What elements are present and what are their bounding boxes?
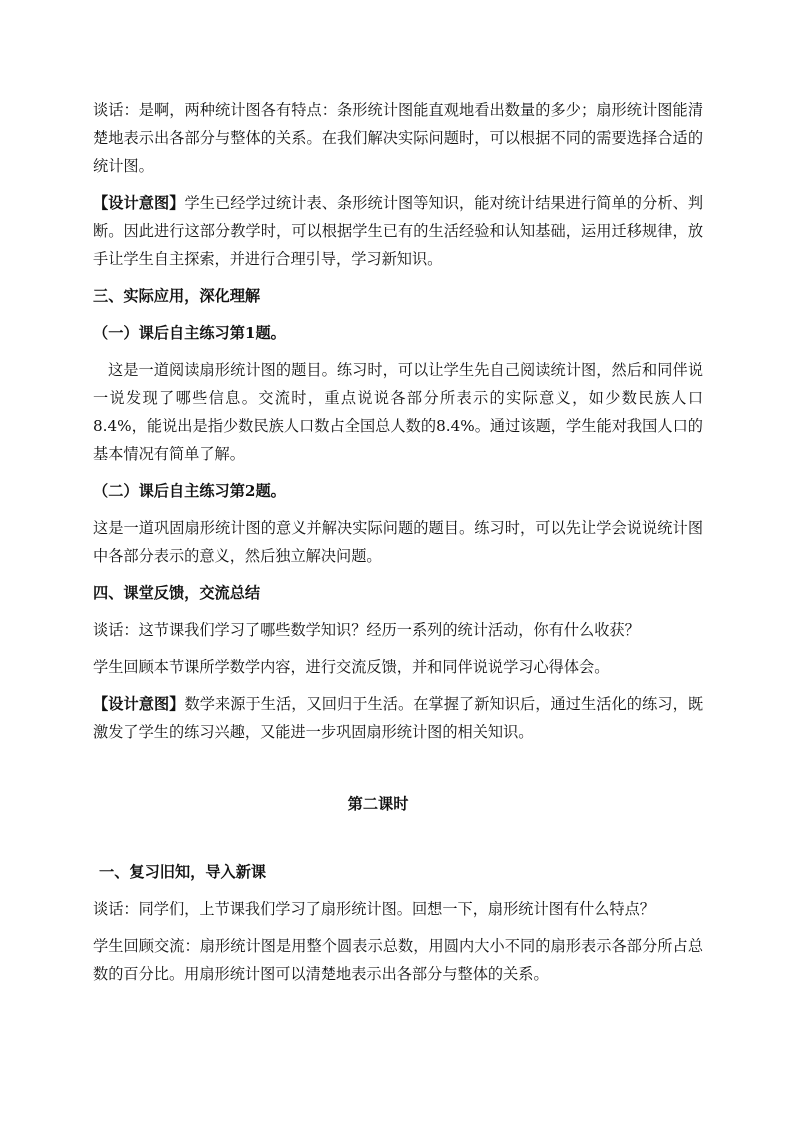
paragraph-student-exchange: 学生回顾交流：扇形统计图是用整个圆表示总数，用圆内大小不同的扇形表示各部分所占总数的百分比。用扇形统计图可以清楚地表示出各部分与整体的关系。	[93, 937, 703, 983]
design-intent-text: 学生已经学过统计表、条形统计图等知识，能对统计结果进行简单的分析、判断。因此进行这部分教学时，可以根据学生已有的生活经验和认知基础，运用迁移规律，放手让学生自主探索，并进行合理引导，学习新知识。	[93, 194, 704, 268]
paragraph-design-intent-2	[93, 690, 703, 746]
design-intent-label: 【设计意图】	[93, 194, 185, 212]
subheading-exercise-1: （一）课后自主练习第1题。	[93, 324, 286, 342]
lesson-title-text: 第二课时	[347, 795, 409, 813]
design-intent-label: 【设计意图】	[93, 695, 185, 713]
lesson-title	[93, 790, 703, 818]
paragraph-dialogue-question: 谈话：这节课我们学习了哪些数学知识？经历一系列的统计活动，你有什么收获？	[93, 621, 640, 639]
paragraph-exercise-1: 这是一道阅读扇形统计图的题目。练习时，可以让学生先自己阅读统计图，然后和同伴说一说发现了哪些信息。交流时，重点说说各部分所表示的实际意义，如少数民族人口8.4%，能说出是指少数民族人口数占全国总人数的8.4%。通过该题，学生能对我国人口的基本情况有简单了解。	[93, 361, 703, 463]
document-page	[93, 96, 703, 988]
section-heading-3: 三、实际应用，深化理解	[93, 287, 261, 305]
section-heading-1: 一、复习旧知，导入新课	[99, 863, 267, 881]
paragraph-dialogue-summary: 谈话：是啊，两种统计图各有特点：条形统计图能直观地看出数量的多少；扇形统计图能清楚地表示出各部分与整体的关系。在我们解决实际问题时，可以根据不同的需要选择合适的统计图。	[93, 101, 703, 175]
design-intent-text: 数学来源于生活，又回归于生活。在掌握了新知识后，通过生活化的练习，既激发了学生的练习兴趣，又能进一步巩固扇形统计图的相关知识。	[93, 695, 704, 741]
subheading-exercise-2: （二）课后自主练习第2题。	[93, 482, 286, 500]
paragraph-student-review: 学生回顾本节课所学数学内容，进行交流反馈，并和同伴说说学习心得体会。	[93, 658, 610, 676]
paragraph-design-intent-1	[93, 189, 703, 273]
section-heading-4: 四、课堂反馈，交流总结	[93, 584, 261, 602]
paragraph-exercise-2: 这是一道巩固扇形统计图的意义并解决实际问题的题目。练习时，可以先让学会说说统计图中各部分表示的意义，然后独立解决问题。	[93, 519, 703, 565]
paragraph-dialogue-review: 谈话：同学们，上节课我们学习了扇形统计图。回想一下，扇形统计图有什么特点？	[93, 900, 655, 918]
